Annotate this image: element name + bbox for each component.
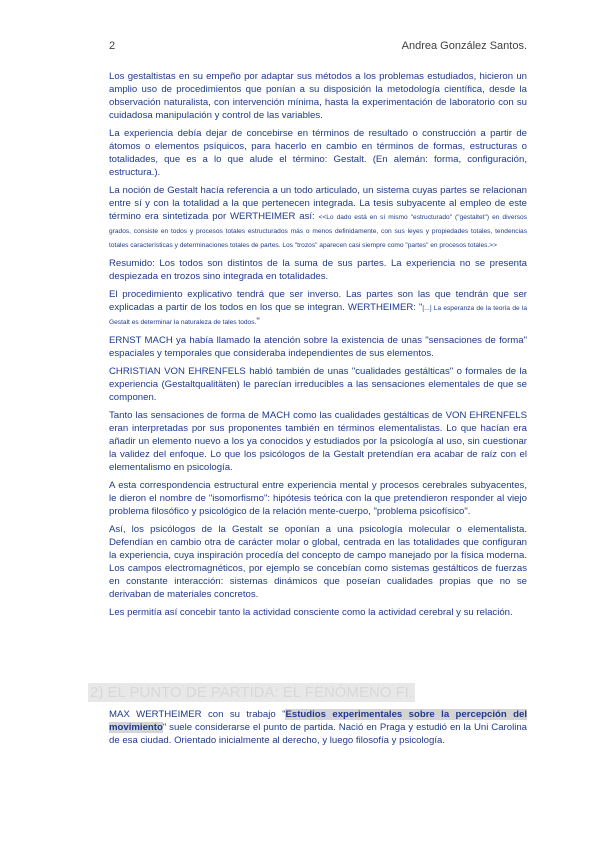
quote-close: " bbox=[256, 316, 260, 327]
paragraph-molar: Así, los psicólogos de la Gestalt se oponían a una psicología molecular o elementalista. Defendían en cambio otra de carácter molar o global, centrada en las totalidades que configuran la experiencia, cuya inspiración procedía del concepto de campo manejado por la física moderna. Los campos electromagnéticos, por ejemplo se concebían como sistemas gestálticos de fuerzas en constante interacción: sistemas dinámicos que poseían cualidades propias que no se derivaban de materiales concretos. bbox=[109, 524, 527, 600]
paragraph-text: La noción de Gestalt hacía referencia a un todo articulado, un sistema cuyas partes se relacionan entre sí y con la totalidad a la que pertenecen integrada. La tesis subyacente al empleo de este término era sintetizada por WERTHEIMER así: bbox=[109, 185, 527, 222]
paragraph-ehrenfels: CHRISTIAN VON EHRENFELS habló también de unas "cualidades gestálticas" o formales de la experiencia (Gestaltqualitäten) le parecían irreducibles a las sensaciones elementales de que se componen. bbox=[109, 366, 527, 403]
paragraph-procedure bbox=[109, 288, 527, 329]
section-body bbox=[109, 708, 527, 747]
page-number: 2 bbox=[109, 40, 116, 52]
section-heading: 2) EL PUNTO DE PARTIDA: EL FENÓMENO FI. bbox=[90, 684, 414, 701]
section-heading-wrap bbox=[88, 683, 415, 702]
body-text bbox=[109, 70, 527, 624]
paragraph-text: El procedimiento explicativo tendrá que ser inverso. Las partes son las que tendrán que ser explicadas a partir de los todos en los que se integran. WERTHEIMER: " bbox=[109, 289, 527, 313]
wertheimer-quote: <<Lo dado está en sí mismo "estructurado" ("gestaltet") en diversos grados, consiste en todos y procesos totales estructurados más o menos definidamente, con sus leyes y propiedades totales, tendencias totales características y determinaciones totales de partes. Los "trozos" aparecen casi siempre como "partes" en procesos totales.>> bbox=[109, 214, 527, 249]
section-text-end: " suele considerarse el punto de partida. Nació en Praga y estudió en la Uni Carolina de esa ciudad. Orientado inicialmente al derecho, y luego filosofía y psicología. bbox=[109, 722, 527, 746]
paragraph-mach: ERNST MACH ya había llamado la atención sobre la existencia de unas "sensaciones de forma" espaciales y temporales que consideraba independientes de sus elementos. bbox=[109, 335, 527, 359]
paragraph-elementalism: Tanto las sensaciones de forma de MACH como las cualidades gestálticas de VON EHRENFELS eran interpretadas por sus proponentes también en términos elementalistas. Lo que hacían era añadir un elemento nuevo a los ya conocidos y estudiados por la psicología al uso, sin cuestionar la validez del enfoque. Lo que los psicólogos de la Gestalt pretendían era acabar de raíz con el elementalismo en psicología. bbox=[109, 410, 527, 473]
author-name: Andrea González Santos. bbox=[401, 40, 527, 52]
paragraph-isomorphism: A esta correspondencia estructural entre experiencia mental y procesos cerebrales subyacentes, le dieron el nombre de "isomorfismo": hipótesis teórica con la que pretendieron responder al viejo problema filosófico y psicológico de la relación mente-cuerpo, "problema psicofísico". bbox=[109, 480, 527, 517]
paragraph-gestalt-notion bbox=[109, 184, 527, 252]
section-text-start: MAX WERTHEIMER con su trabajo " bbox=[109, 709, 286, 720]
paragraph-conclusion: Les permitía así concebir tanto la actividad consciente como la actividad cerebral y su relación. bbox=[109, 607, 513, 618]
wertheimer-quote: [...] La esperanza de la teoría de la Gestalt es determinar la naturaleza de tales todos. bbox=[109, 305, 528, 326]
paragraph-methods: Los gestaltistas en su empeño por adaptar sus métodos a los problemas estudiados, hicieron un amplio uso de procedimientos que ponían a su disposición la metodología científica, desde la observación naturalista, con intervención mínima, hasta la experimentación de laboratorio con su cuidadosa manipulación y control de las variables. bbox=[109, 71, 527, 121]
paragraph-experience: La experiencia debía dejar de concebirse en términos de resultado o construcción a partir de átomos o elementos psíquicos, para hacerlo en cambio en términos de formas, estructuras o totalidades, que es a lo que alude el término: Gestalt. (En alemán: forma, configuración, estructura.). bbox=[109, 128, 527, 178]
highlighted-work-title: Estudios experimentales sobre la percepción del movimiento bbox=[109, 709, 527, 733]
paragraph-summary: Resumido: Los todos son distintos de la suma de sus partes. La experiencia no se presenta despiezada en trozos sino integrada en totalidades. bbox=[109, 258, 527, 282]
